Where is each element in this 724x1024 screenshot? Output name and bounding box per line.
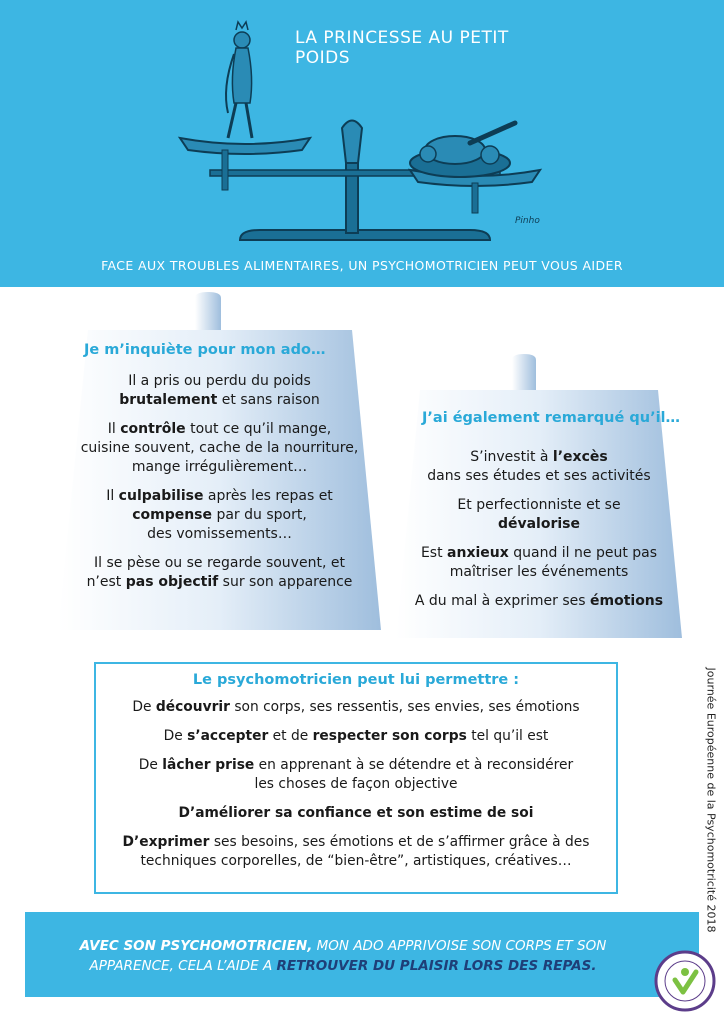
left-p4-l1: Il se pèse ou se regarde souvent, et (94, 555, 345, 571)
page-title: LA PRINCESSE AU PETIT POIDS (295, 28, 509, 68)
left-p2-l1: Il contrôle tout ce qu’il mange, (107, 421, 332, 437)
footer-line-1: AVEC SON PSYCHOMOTRICIEN, MON ADO APPRIVOISE SON CORPS ET SON (79, 938, 607, 954)
left-panel-heading: Je m’inquiète pour mon ado… (84, 342, 326, 358)
right-panel (396, 352, 682, 638)
box-l3-2: les choses de façon objective (254, 776, 458, 792)
side-caption-text: Journée Européenne de la Psychomotricité 2018 (704, 667, 718, 933)
page-subtitle: FACE AUX TROUBLES ALIMENTAIRES, UN PSYCHOMOTRICIEN PEUT VOUS AIDER (101, 258, 623, 273)
box-heading: Le psychomotricien peut lui permettre : (192, 672, 520, 688)
box-l3: De lâcher prise en apprenant à se détendre et à reconsidérer (138, 757, 574, 773)
right-p1-l2: dans ses études et ses activités (427, 468, 651, 484)
left-p2-l2: cuisine souvent, cache de la nourriture, (80, 440, 359, 456)
psychomotricien-box (94, 662, 618, 894)
footer-banner (25, 912, 699, 997)
box-l1: De découvrir son corps, ses ressentis, ses envies, ses émotions (132, 699, 580, 715)
footer-text (43, 936, 643, 976)
left-p1-l1: Il a pris ou perdu du poids (128, 373, 311, 389)
right-p2-l1: Et perfectionniste et se (457, 497, 621, 513)
footer-line-2: APPARENCE, CELA L’AIDE A RETROUVER DU PLAISIR LORS DES REPAS. (89, 958, 597, 974)
header-banner (0, 0, 724, 287)
left-p3-l2: compense par du sport, (132, 507, 307, 523)
left-p2-l3: mange irrégulièrement… (131, 459, 308, 475)
box-l4: D’améliorer sa confiance et son estime de soi (178, 805, 534, 821)
right-p2-l2: dévalorise (497, 516, 581, 532)
collectif-logo (654, 950, 716, 1012)
right-p3-l1: Est anxieux quand il ne peut pas (420, 545, 658, 561)
box-l2: De s’accepter et de respecter son corps tel qu’il est (163, 728, 549, 744)
left-p1-l2: brutalement et sans raison (119, 392, 320, 408)
box-l5: D’exprimer ses besoins, ses émotions et de s’affirmer grâce à des (122, 834, 590, 850)
right-panel-heading: J’ai également remarqué qu’il… (422, 410, 681, 426)
left-p3-l1: Il culpabilise après les repas et (106, 488, 333, 504)
side-caption (702, 667, 720, 933)
left-panel (58, 290, 381, 630)
right-p4-l1: A du mal à exprimer ses émotions (414, 593, 664, 609)
signature-text: Pinho (515, 216, 540, 226)
left-p4-l2: n’est pas objectif sur son apparence (86, 574, 353, 590)
box-l5-2: techniques corporelles, de “bien-être”, artistiques, créatives… (140, 853, 572, 869)
left-p3-l3: des vomissements… (147, 526, 292, 542)
right-p1-l1: S’investit à l’excès (470, 449, 608, 465)
right-p3-l2: maîtriser les événements (449, 564, 629, 580)
